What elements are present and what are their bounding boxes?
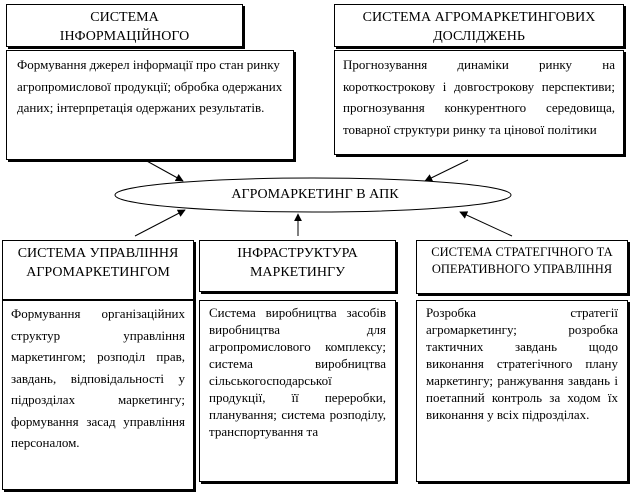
bottom-left-title: СИСТЕМА УПРАВЛІННЯ АГРОМАРКЕТИНГОМ	[17, 246, 179, 280]
bottom-left-body-box	[2, 300, 194, 490]
arrow-top-right	[425, 160, 468, 181]
bottom-right-title: СИСТЕМА СТРАТЕГІЧНОГО ТА ОПЕРАТИВНОГО УПРАВЛІННЯ	[431, 245, 613, 276]
top-right-title-box	[334, 4, 624, 47]
center-label: АГРОМАРКЕТИНГ В АПК	[231, 187, 399, 202]
top-left-body: Формування джерел інформації про стан ринку агропромислової продукції; обробка одержаних даних; інтерпретація одержаних результатів.	[17, 57, 283, 115]
top-right-body: Прогнозування динаміки ринку на короткострокову і довгострокову перспективи; прогнозування конкурентного середовища, товарної структури ринку та цінової політики	[343, 57, 615, 137]
bottom-middle-body: Система виробництва засобів виробництва для агропромислового комплексу; система виробництва сільськогосподарської продукції, її переробки, планування; система розподілу, транспортування та	[209, 305, 386, 439]
top-left-body-box	[6, 50, 294, 160]
bottom-middle-title: ІНФРАСТРУКТУРА МАРКЕТИНГУ	[237, 246, 358, 280]
arrow-bottom-right	[460, 212, 512, 236]
bottom-left-title-box	[2, 240, 194, 300]
bottom-right-body: Розробка стратегії агромаркетингу; розробка тактичних завдань щодо виконання стратегічного плану маркетингу; ранжування завдань і поетапний контроль за ходом їх виконання у всіх підрозділах.	[426, 305, 618, 422]
top-right-title: СИСТЕМА АГРОМАРКЕТИНГОВИХ ДОСЛІДЖЕНЬ	[362, 10, 596, 44]
bottom-right-body-box	[416, 300, 628, 482]
arrow-top-left	[145, 160, 183, 181]
bottom-middle-title-box	[199, 240, 396, 292]
top-right-body-box	[334, 50, 624, 155]
bottom-middle-body-box	[199, 300, 396, 482]
top-left-title-box	[6, 4, 243, 47]
bottom-left-body: Формування організаційних структур управління маркетингом; розподіл прав, завдань, відповідальності у підрозділах маркетингу; формування засад управління персоналом.	[11, 306, 185, 450]
bottom-right-title-box	[416, 240, 628, 294]
top-left-title: СИСТЕМА ІНФОРМАЦІЙНОГО	[59, 10, 190, 44]
arrow-bottom-left	[135, 210, 185, 236]
